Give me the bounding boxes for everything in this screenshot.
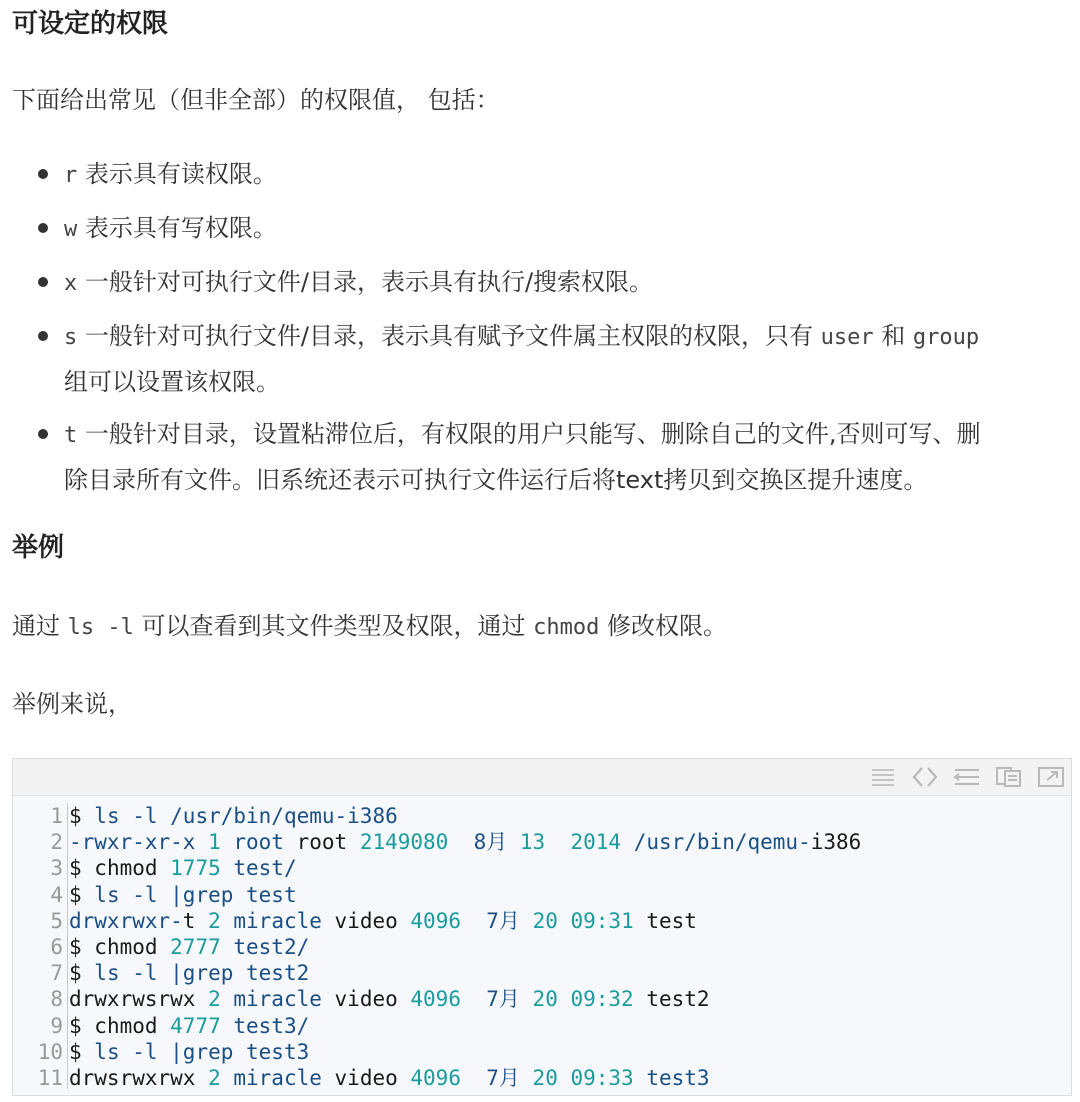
line-number: 7 <box>50 961 63 986</box>
list-item <box>0 314 1080 404</box>
popout-icon[interactable] <box>1037 763 1065 791</box>
list-item <box>0 412 1080 502</box>
code-token: 2014 <box>570 830 634 855</box>
code-token: miracle <box>233 1066 335 1091</box>
code-token: $ <box>69 1013 95 1038</box>
code-token: 2 <box>208 908 234 933</box>
bullet-icon <box>38 277 48 287</box>
code-token: ls -l |grep test3 <box>94 1039 310 1064</box>
code-token: $ <box>69 961 95 986</box>
line-number: 9 <box>50 1013 63 1038</box>
code-token: 09:31 <box>570 908 647 933</box>
code-token: test2/ <box>233 935 310 960</box>
code-token: chmod <box>94 856 171 881</box>
code-token: 4096 <box>410 987 487 1012</box>
code-block <box>12 758 1072 1096</box>
perm-text: 表示具有写权限。 <box>77 214 277 242</box>
perm-code: w <box>64 217 78 242</box>
line-number: 1 <box>50 804 63 828</box>
code-line <box>69 855 861 881</box>
code-view-icon[interactable] <box>911 763 939 791</box>
code-token: ls -l |grep test <box>94 882 297 907</box>
code-line <box>69 934 861 960</box>
code-token: $ <box>69 935 95 960</box>
code-token: 20 <box>532 1066 571 1091</box>
code-toolbar <box>13 759 1071 796</box>
code-token: miracle <box>233 908 335 933</box>
code-token: $ <box>69 804 95 828</box>
list-item <box>0 206 1080 252</box>
perm-code: x <box>64 271 78 296</box>
code-token: 2 <box>208 1066 234 1091</box>
code-token: t <box>182 908 209 933</box>
bullet-icon <box>38 169 48 179</box>
perm-text: 表示具有读权限。 <box>77 160 277 188</box>
code-token: 4096 <box>410 908 487 933</box>
code-token: drwsrwxrwx <box>69 1066 209 1091</box>
code-token: root <box>296 830 360 855</box>
perm-text: 一般针对可执行文件/目录，表示具有赋予文件属主权限的权限，只有 <box>77 322 821 350</box>
code-token: $ <box>69 882 95 907</box>
code-token: 1775 <box>170 856 234 881</box>
code-token: $ <box>69 1039 95 1064</box>
code-token: test/ <box>233 856 297 881</box>
line-number: 6 <box>50 935 63 960</box>
example-text-b: 可以查看到其文件类型及权限，通过 <box>133 612 534 640</box>
code-token: video <box>334 908 411 933</box>
code-token: ls -l |grep test2 <box>94 961 310 986</box>
code-token: 2149080 <box>359 830 474 855</box>
line-number: 11 <box>37 1066 63 1091</box>
bullet-icon <box>38 223 48 233</box>
intro-paragraph: 下面给出常见（但非全部）的权限值， 包括： <box>12 86 500 114</box>
code-token: ls -l /usr/bin/qemu-i386 <box>94 804 398 828</box>
perm-code: t <box>64 423 78 448</box>
code-token: /usr/bin/qemu- <box>633 830 811 855</box>
ls-code: ls -l <box>67 615 134 640</box>
code-line <box>69 882 861 908</box>
example-paragraph <box>12 608 727 646</box>
code-token: 13 <box>519 830 571 855</box>
code-token: test3 <box>646 1066 710 1091</box>
code-lines <box>69 803 861 1091</box>
code-token: 4096 <box>410 1066 487 1091</box>
code-line <box>69 1065 861 1091</box>
code-token: $ <box>69 856 95 881</box>
code-line <box>69 829 861 855</box>
code-token: 20 <box>532 987 571 1012</box>
code-token: -rwxr-xr-x <box>69 830 209 855</box>
perm-code: r <box>64 163 78 188</box>
code-token: root <box>233 830 297 855</box>
example-text-a: 通过 <box>12 612 68 640</box>
code-token: 4777 <box>170 1013 234 1038</box>
bullet-icon <box>38 429 48 439</box>
perm-text: 一般针对目录，设置粘滞位后，有权限的用户只能写、删除自己的文件,否则可写、删 <box>77 420 981 448</box>
copy-icon[interactable] <box>995 763 1023 791</box>
example-text-c: 修改权限。 <box>599 612 728 640</box>
code-line <box>69 908 861 934</box>
code-token: test3/ <box>233 1013 310 1038</box>
code-token: 09:33 <box>570 1066 647 1091</box>
code-token: 8月 <box>473 830 520 855</box>
code-token: drwxrwsrwx <box>69 987 209 1012</box>
line-number: 10 <box>37 1039 63 1064</box>
code-line <box>69 1039 861 1065</box>
code-token: miracle <box>233 987 335 1012</box>
code-token: video <box>334 1066 411 1091</box>
wrap-icon[interactable] <box>953 763 981 791</box>
heading-settable-permissions: 可设定的权限 <box>12 9 169 39</box>
perm-text: 一般针对可执行文件/目录，表示具有执行/搜索权限。 <box>77 268 654 296</box>
line-number: 2 <box>50 830 63 855</box>
perm-text-and: 和 <box>873 322 913 350</box>
list-item <box>0 260 1080 306</box>
code-token: 7月 <box>486 908 533 933</box>
example-intro: 举例来说， <box>12 690 132 718</box>
line-number-gutter <box>13 803 63 1091</box>
code-line <box>69 960 861 986</box>
code-line <box>69 803 861 829</box>
code-body <box>13 799 1071 1095</box>
gutter-divider <box>67 803 68 1089</box>
code-token: 09:32 <box>570 987 647 1012</box>
group-code: group <box>912 325 980 350</box>
perm-text-line2: 组可以设置该权限。 <box>64 368 280 396</box>
perm-code: s <box>64 325 78 350</box>
code-token: video <box>334 987 411 1012</box>
line-number: 3 <box>50 856 63 881</box>
code-token: 1 <box>208 830 234 855</box>
permission-list <box>0 152 1080 510</box>
code-token: drwxrwxr- <box>69 908 183 933</box>
code-token: 7月 <box>486 987 533 1012</box>
code-line <box>69 986 861 1012</box>
line-number: 8 <box>50 987 63 1012</box>
line-number: 4 <box>50 882 63 907</box>
list-item <box>0 152 1080 198</box>
code-token: 7月 <box>486 1066 533 1091</box>
code-token: chmod <box>94 1013 171 1038</box>
code-line <box>69 1013 861 1039</box>
menu-icon[interactable] <box>869 763 897 791</box>
code-token: test <box>646 908 697 933</box>
user-code: user <box>820 325 874 350</box>
heading-example: 举例 <box>12 533 65 563</box>
code-token: test2 <box>646 987 710 1012</box>
bullet-icon <box>38 331 48 341</box>
code-token: 2 <box>208 987 234 1012</box>
code-token: i386 <box>810 830 862 855</box>
line-number: 5 <box>50 908 63 933</box>
chmod-code: chmod <box>533 615 600 640</box>
code-token: 2777 <box>170 935 234 960</box>
code-token: chmod <box>94 935 171 960</box>
perm-text-line2: 除目录所有文件。旧系统还表示可执行文件运行后将text拷贝到交换区提升速度。 <box>64 466 928 494</box>
code-token: 20 <box>532 908 571 933</box>
